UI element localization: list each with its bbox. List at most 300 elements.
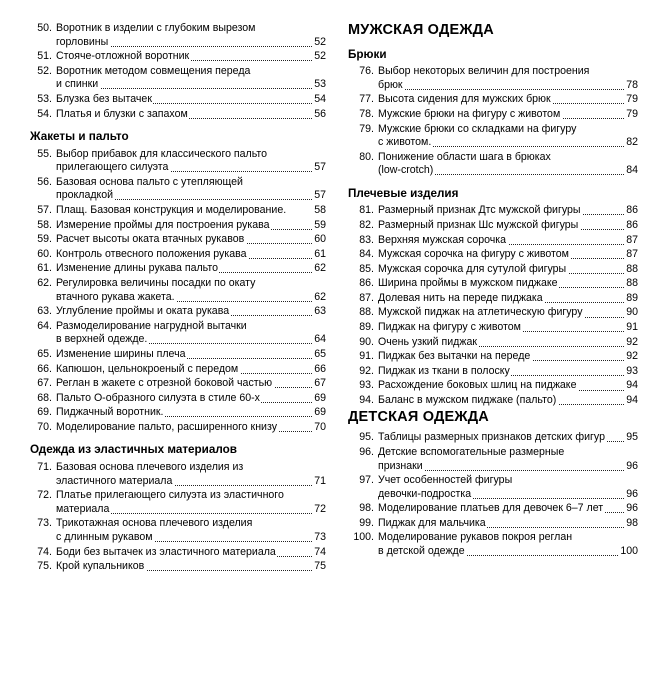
- toc-entry[interactable]: [30, 348, 326, 362]
- toc-entry[interactable]: [30, 392, 326, 406]
- toc-entry[interactable]: [348, 336, 638, 350]
- toc-entry-title: Боди без вытачек из эластичного материала: [56, 545, 276, 558]
- toc-entry-line: [56, 363, 326, 377]
- toc-entry-number: 90.: [359, 335, 374, 348]
- toc-entry-line-cont: [378, 446, 638, 460]
- toc-entry-number: 60.: [37, 247, 52, 260]
- toc-entry-title: Трикотажная основа плечевого изделия: [56, 517, 253, 530]
- toc-entry-line-cont: [56, 277, 326, 291]
- toc-entry-line: [378, 204, 638, 218]
- toc-entry-line: [378, 431, 638, 445]
- toc-entry-line: [378, 350, 638, 364]
- toc-entry[interactable]: [348, 379, 638, 393]
- toc-entry-number: 56.: [37, 175, 52, 188]
- toc-entry-line-cont: [56, 176, 326, 190]
- toc-entry-line: [378, 263, 638, 277]
- toc-entry-line: [378, 517, 638, 531]
- toc-entry-number: 98.: [359, 502, 374, 515]
- toc-entry[interactable]: [348, 277, 638, 291]
- toc-entry-page: 65: [314, 347, 326, 360]
- toc-entry-number: 91.: [359, 350, 374, 363]
- toc-entry[interactable]: [30, 204, 326, 218]
- toc-entry[interactable]: [30, 517, 326, 544]
- toc-entry-number: 64.: [37, 319, 52, 332]
- toc-entry-title: и спинки: [56, 78, 99, 91]
- toc-entry-line: [56, 262, 326, 276]
- toc-subsection-heading: Брюки: [348, 47, 387, 61]
- toc-list: [30, 461, 326, 574]
- toc-entry-page: 52: [314, 35, 326, 48]
- toc-entry-page: 54: [314, 92, 326, 105]
- toc-entry-number: 68.: [37, 391, 52, 404]
- toc-entry-title: Таблицы размерных признаков детских фигур: [378, 431, 605, 444]
- toc-entry[interactable]: [30, 176, 326, 203]
- toc-entry[interactable]: [348, 93, 638, 107]
- toc-entry-number: 67.: [37, 377, 52, 390]
- toc-entry[interactable]: [348, 517, 638, 531]
- toc-entry-line-cont: [378, 474, 638, 488]
- toc-entry[interactable]: [30, 233, 326, 247]
- toc-entry-line-cont: [56, 65, 326, 79]
- toc-entry-line: [56, 546, 326, 560]
- toc-entry-number: 85.: [359, 262, 374, 275]
- toc-entry-line: [56, 50, 326, 64]
- toc-entry-page: 75: [314, 560, 326, 573]
- toc-entry-title: Базовая основа плечевого изделия из: [56, 460, 244, 473]
- toc-entry-page: 100: [620, 545, 638, 558]
- toc-entry-line: [378, 336, 638, 350]
- toc-entry-line-cont: [56, 517, 326, 531]
- toc-entry-page: 94: [626, 379, 638, 392]
- toc-entry-page: 57: [314, 161, 326, 174]
- toc-entry-number: 74.: [37, 545, 52, 558]
- toc-entry-title: прокладкой: [56, 189, 114, 202]
- toc-entry-number: 69.: [37, 406, 52, 419]
- toc-entry-page: 91: [626, 321, 638, 334]
- toc-entry-number: 79.: [359, 122, 374, 135]
- toc-entry-page: 86: [626, 218, 638, 231]
- toc-entry-line: [56, 377, 326, 391]
- toc-entry-page: 62: [314, 262, 326, 275]
- toc-entry-number: 65.: [37, 347, 52, 360]
- toc-entry-line: [378, 248, 638, 262]
- toc-entry-title: Пиджак для мальчика: [378, 516, 486, 529]
- toc-entry-number: 99.: [359, 516, 374, 529]
- toc-entry-title: Измерение проймы для построения рукава: [56, 218, 270, 231]
- toc-entry[interactable]: [30, 421, 326, 435]
- toc-entry[interactable]: [348, 65, 638, 92]
- toc-entry-title: Моделирование рукавов покроя реглан: [378, 531, 573, 544]
- toc-entry[interactable]: [30, 262, 326, 276]
- toc-entry[interactable]: [348, 446, 638, 473]
- toc-entry-number: 61.: [37, 262, 52, 275]
- toc-entry-title: с длинным рукавом: [56, 530, 153, 543]
- toc-entry-page: 87: [626, 248, 638, 261]
- toc-entry-title: Выбор некоторых величин для построения: [378, 65, 590, 78]
- toc-entry[interactable]: [348, 531, 638, 558]
- toc-entry-number: 88.: [359, 306, 374, 319]
- toc-entry-page: 79: [626, 93, 638, 106]
- toc-entry[interactable]: [30, 377, 326, 391]
- toc-entry[interactable]: [30, 560, 326, 574]
- toc-entry-line-cont: [56, 148, 326, 162]
- toc-left-column: [30, 22, 326, 689]
- toc-entry-title: Расхождение боковых шлиц на пиджаке: [378, 379, 577, 392]
- toc-subsection-heading: Плечевые изделия: [348, 186, 459, 200]
- toc-entry-line: [56, 392, 326, 406]
- toc-entry-number: 71.: [37, 460, 52, 473]
- toc-entry-line-cont: [56, 320, 326, 334]
- toc-entry-title: Верхняя мужская сорочка: [378, 233, 507, 246]
- toc-subsection-heading: Жакеты и пальто: [30, 130, 129, 144]
- toc-entry-title: Размоделирование нагрудной вытачки: [56, 319, 247, 332]
- toc-entry-line: [56, 560, 326, 574]
- toc-entry[interactable]: [348, 321, 638, 335]
- toc-entry-page: 79: [626, 107, 638, 120]
- toc-entry-page: 60: [314, 233, 326, 246]
- toc-entry-number: 83.: [359, 233, 374, 246]
- toc-entry-title: Платье прилегающего силуэта из эластичного: [56, 489, 284, 502]
- toc-entry[interactable]: [348, 431, 638, 445]
- toc-subsection-heading: Одежда из эластичных материалов: [30, 443, 237, 457]
- toc-entry-page: 86: [626, 204, 638, 217]
- toc-entry-page: 94: [626, 394, 638, 407]
- toc-list: [348, 65, 638, 178]
- toc-entry-page: 96: [626, 459, 638, 472]
- toc-entry-number: 54.: [37, 107, 52, 120]
- toc-entry[interactable]: [348, 108, 638, 122]
- toc-entry-line-cont: [56, 489, 326, 503]
- toc-entry-title: Стояче-отложной воротник: [56, 50, 190, 63]
- toc-entry-title: Баланс в мужском пиджаке (пальто): [378, 394, 557, 407]
- toc-entry-title: Пальто О-образного силуэта в стиле 60-х: [56, 391, 260, 404]
- toc-entry-title: Воротник в изделии с глубоким вырезом: [56, 22, 256, 34]
- toc-entry-title: в верхней одежде.: [56, 333, 148, 346]
- toc-entry-line-cont: [56, 22, 326, 36]
- toc-entry-number: 73.: [37, 517, 52, 530]
- toc-entry[interactable]: [348, 502, 638, 516]
- toc-entry[interactable]: [348, 306, 638, 320]
- toc-list: [348, 204, 638, 407]
- toc-entry-title: эластичного материала: [56, 474, 173, 487]
- toc-right-column: [348, 22, 638, 689]
- toc-entry-page: 96: [626, 502, 638, 515]
- toc-entry-title: Пиджак на фигуру с животом: [378, 321, 521, 334]
- toc-list: [348, 431, 638, 558]
- toc-entry-line: [378, 488, 638, 502]
- toc-entry-line-cont: [378, 123, 638, 137]
- toc-entry-title: Мужские брюки со складками на фигуру: [378, 122, 577, 135]
- toc-entry-title: Высота сидения для мужских брюк: [378, 93, 551, 106]
- toc-entry-page: 70: [314, 420, 326, 433]
- toc-entry-page: 95: [626, 431, 638, 444]
- toc-entry-page: 53: [314, 78, 326, 91]
- toc-entry-line: [56, 93, 326, 107]
- toc-entry-line: [378, 460, 638, 474]
- toc-entry-page: 82: [626, 136, 638, 149]
- toc-entry-number: 81.: [359, 204, 374, 217]
- toc-entry[interactable]: [30, 305, 326, 319]
- toc-entry-page: 92: [626, 350, 638, 363]
- toc-entry-page: 89: [626, 291, 638, 304]
- toc-entry-line: [56, 108, 326, 122]
- toc-entry-page: 92: [626, 335, 638, 348]
- toc-entry-page: 88: [626, 262, 638, 275]
- toc-entry-page: 52: [314, 50, 326, 63]
- toc-entry-page: 87: [626, 233, 638, 246]
- toc-entry[interactable]: [30, 363, 326, 377]
- toc-entry-number: 95.: [359, 431, 374, 444]
- toc-entry-number: 97.: [359, 474, 374, 487]
- toc-entry-number: 94.: [359, 394, 374, 407]
- toc-entry-line: [56, 348, 326, 362]
- toc-entry-title: девочки-подростка: [378, 487, 472, 500]
- toc-entry-title: материала: [56, 502, 110, 515]
- toc-entry-page: 78: [626, 78, 638, 91]
- toc-entry-title: Изменение длины рукава пальто: [56, 262, 218, 275]
- toc-entry-title: Платья и блузки с запахом: [56, 107, 188, 120]
- toc-entry[interactable]: [30, 22, 326, 49]
- toc-entry[interactable]: [348, 350, 638, 364]
- toc-list: [30, 22, 326, 121]
- toc-entry-page: 88: [626, 277, 638, 290]
- toc-entry-title: (low-crotch): [378, 164, 434, 177]
- toc-entry-title: Размерный признак Шс мужской фигуры: [378, 218, 579, 231]
- toc-entry-title: Реглан в жакете с отрезной боковой частью: [56, 377, 273, 390]
- toc-entry[interactable]: [348, 292, 638, 306]
- toc-entry-line: [56, 204, 326, 218]
- toc-entry-title: Плащ. Базовая конструкция и моделирование.: [56, 203, 287, 216]
- toc-entry-title: Моделирование платьев для девочек 6–7 лет: [378, 502, 604, 515]
- toc-entry-line: [56, 248, 326, 262]
- toc-entry-title: с животом.: [378, 136, 432, 149]
- toc-entry-title: Очень узкий пиджак: [378, 335, 477, 348]
- toc-entry-line: [378, 79, 638, 93]
- toc-entry-line: [378, 394, 638, 408]
- toc-entry-title: признаки: [378, 459, 423, 472]
- toc-entry[interactable]: [30, 65, 326, 92]
- toc-entry-line: [56, 189, 326, 203]
- toc-entry-line: [56, 233, 326, 247]
- toc-entry-title: Воротник методом совмещения переда: [56, 64, 251, 77]
- toc-entry-line: [378, 234, 638, 248]
- toc-entry-title: Пиджак без вытачки на переде: [378, 350, 531, 363]
- toc-section-heading: МУЖСКАЯ ОДЕЖДА: [348, 22, 494, 38]
- toc-entry[interactable]: [30, 108, 326, 122]
- toc-leader-dots: [378, 89, 638, 90]
- toc-entry-page: 64: [314, 333, 326, 346]
- toc-entry-line: [378, 277, 638, 291]
- toc-entry-page: 96: [626, 487, 638, 500]
- toc-entry[interactable]: [348, 365, 638, 379]
- toc-entry-line: [378, 365, 638, 379]
- toc-entry[interactable]: [348, 474, 638, 501]
- toc-entry-number: 93.: [359, 379, 374, 392]
- toc-entry-page: 98: [626, 516, 638, 529]
- toc-entry-title: Выбор прибавок для классического пальто: [56, 147, 268, 160]
- toc-entry-line: [56, 36, 326, 50]
- toc-entry-line-cont: [56, 461, 326, 475]
- toc-entry-number: 62.: [37, 276, 52, 289]
- toc-entry-number: 86.: [359, 277, 374, 290]
- toc-entry-number: 92.: [359, 364, 374, 377]
- toc-entry-line: [56, 503, 326, 517]
- toc-entry-line: [378, 306, 638, 320]
- toc-entry-title: Долевая нить на переде пиджака: [378, 291, 543, 304]
- toc-entry-number: 53.: [37, 92, 52, 105]
- toc-entry-page: 63: [314, 305, 326, 318]
- toc-entry-line: [56, 475, 326, 489]
- toc-entry-page: 93: [626, 364, 638, 377]
- toc-entry[interactable]: [30, 219, 326, 233]
- toc-entry-page: 69: [314, 406, 326, 419]
- toc-entry-line: [56, 291, 326, 305]
- toc-entry[interactable]: [30, 489, 326, 516]
- toc-entry[interactable]: [348, 394, 638, 408]
- toc-entry-number: 75.: [37, 560, 52, 573]
- toc-entry-number: 80.: [359, 150, 374, 163]
- toc-entry-page: 84: [626, 164, 638, 177]
- toc-entry-title: Мужские брюки на фигуру с животом: [378, 107, 561, 120]
- toc-entry-number: 78.: [359, 107, 374, 120]
- toc-entry-page: 73: [314, 530, 326, 543]
- toc-entry[interactable]: [30, 248, 326, 262]
- toc-entry-title: Размерный признак Дтс мужской фигуры: [378, 204, 581, 217]
- toc-entry-page: 57: [314, 189, 326, 202]
- toc-entry-line: [378, 321, 638, 335]
- toc-entry-title: прилегающего силуэта: [56, 161, 169, 174]
- toc-entry-line: [378, 164, 638, 178]
- toc-entry-page: 59: [314, 218, 326, 231]
- toc-entry-title: Углубление проймы и оката рукава: [56, 305, 230, 318]
- toc-entry-page: 67: [314, 377, 326, 390]
- toc-entry-line: [378, 219, 638, 233]
- toc-entry-number: 77.: [359, 93, 374, 106]
- toc-entry[interactable]: [348, 234, 638, 248]
- toc-entry-number: 76.: [359, 65, 374, 78]
- toc-entry-line: [56, 421, 326, 435]
- toc-entry[interactable]: [348, 151, 638, 178]
- toc-entry-title: Учет особенностей фигуры: [378, 474, 513, 487]
- toc-entry-number: 58.: [37, 218, 52, 231]
- toc-entry-line: [378, 136, 638, 150]
- toc-entry[interactable]: [30, 461, 326, 488]
- toc-entry-page: 71: [314, 474, 326, 487]
- toc-entry-number: 70.: [37, 420, 52, 433]
- toc-entry-line: [378, 545, 638, 559]
- toc-entry-page: 58: [314, 203, 326, 216]
- toc-entry[interactable]: [30, 148, 326, 175]
- toc-entry-title: брюк: [378, 78, 403, 91]
- toc-entry-title: в детской одежде: [378, 545, 465, 558]
- toc-entry-title: Пиджак из ткани в полоску: [378, 364, 510, 377]
- toc-entry-line: [378, 108, 638, 122]
- toc-entry-page: 66: [314, 362, 326, 375]
- toc-entry-title: Понижение области шага в брюках: [378, 150, 551, 163]
- toc-entry-title: Контроль отвесного положения рукава: [56, 247, 247, 260]
- toc-entry[interactable]: [348, 263, 638, 277]
- toc-entry-number: 100.: [353, 531, 374, 544]
- toc-entry-number: 63.: [37, 305, 52, 318]
- toc-entry-title: Мужской пиджак на атлетическую фигуру: [378, 306, 583, 319]
- toc-entry-page: 72: [314, 502, 326, 515]
- toc-entry-title: Мужская сорочка для сутулой фигуры: [378, 262, 567, 275]
- toc-entry-line: [56, 219, 326, 233]
- toc-entry-page: 90: [626, 306, 638, 319]
- toc-entry-page: 74: [314, 545, 326, 558]
- toc-entry-title: Блузка без вытачек: [56, 92, 152, 105]
- toc-entry[interactable]: [348, 123, 638, 150]
- toc-entry-line: [56, 333, 326, 347]
- toc-entry-number: 84.: [359, 248, 374, 261]
- toc-list: [30, 148, 326, 435]
- toc-entry[interactable]: [30, 406, 326, 420]
- toc-entry[interactable]: [348, 248, 638, 262]
- toc-entry-number: 72.: [37, 489, 52, 502]
- toc-entry-title: Регулировка величины посадки по окату: [56, 276, 256, 289]
- toc-entry-number: 87.: [359, 291, 374, 304]
- toc-entry-line: [56, 161, 326, 175]
- toc-entry-line: [378, 93, 638, 107]
- toc-entry[interactable]: [348, 204, 638, 218]
- toc-entry-page: 69: [314, 391, 326, 404]
- toc-entry-page: 61: [314, 247, 326, 260]
- toc-entry-number: 82.: [359, 218, 374, 231]
- toc-entry-title: горловины: [56, 35, 109, 48]
- toc-entry-number: 50.: [37, 22, 52, 34]
- toc-entry[interactable]: [30, 546, 326, 560]
- toc-entry-title: Детские вспомогательные размерные: [378, 445, 565, 458]
- toc-entry-title: Изменение ширины плеча: [56, 347, 186, 360]
- toc-entry-number: 59.: [37, 233, 52, 246]
- toc-entry-line-cont: [378, 151, 638, 165]
- toc-entry-line: [56, 78, 326, 92]
- toc-entry-line-cont: [378, 531, 638, 545]
- toc-entry[interactable]: [348, 219, 638, 233]
- toc-entry-title: Расчет высоты оката втачных рукавов: [56, 233, 245, 246]
- toc-entry-line: [56, 406, 326, 420]
- toc-entry-title: Пиджачный воротник.: [56, 406, 164, 419]
- toc-entry-number: 51.: [37, 50, 52, 63]
- toc-entry-number: 52.: [37, 64, 52, 77]
- toc-entry-page: 56: [314, 107, 326, 120]
- toc-entry-title: Ширина проймы в мужском пиджаке: [378, 277, 558, 290]
- toc-entry-number: 57.: [37, 203, 52, 216]
- toc-section-heading: ДЕТСКАЯ ОДЕЖДА: [348, 408, 489, 425]
- toc-entry-number: 66.: [37, 362, 52, 375]
- toc-entry[interactable]: [30, 93, 326, 107]
- toc-entry-title: втачного рукава жакета.: [56, 290, 175, 303]
- toc-entry-title: Крой купальников: [56, 560, 145, 573]
- toc-entry-line: [378, 379, 638, 393]
- toc-entry-line-cont: [378, 65, 638, 79]
- toc-entry-title: Моделирование пальто, расширенного книзу: [56, 420, 277, 433]
- toc-entry-title: Базовая основа пальто с утепляющей: [56, 175, 243, 188]
- toc-entry[interactable]: [30, 320, 326, 347]
- toc-entry-line: [378, 292, 638, 306]
- toc-entry-line: [56, 531, 326, 545]
- toc-entry-number: 89.: [359, 321, 374, 334]
- toc-entry-number: 55.: [37, 147, 52, 160]
- toc-entry-title: Капюшон, цельнокроеный с передом: [56, 362, 239, 375]
- toc-entry-number: 96.: [359, 445, 374, 458]
- toc-entry-line: [56, 305, 326, 319]
- toc-entry[interactable]: [30, 50, 326, 64]
- toc-entry-line: [378, 502, 638, 516]
- toc-entry-page: 62: [314, 290, 326, 303]
- toc-entry-title: Мужская сорочка на фигуру с животом: [378, 248, 569, 261]
- toc-entry[interactable]: [30, 277, 326, 304]
